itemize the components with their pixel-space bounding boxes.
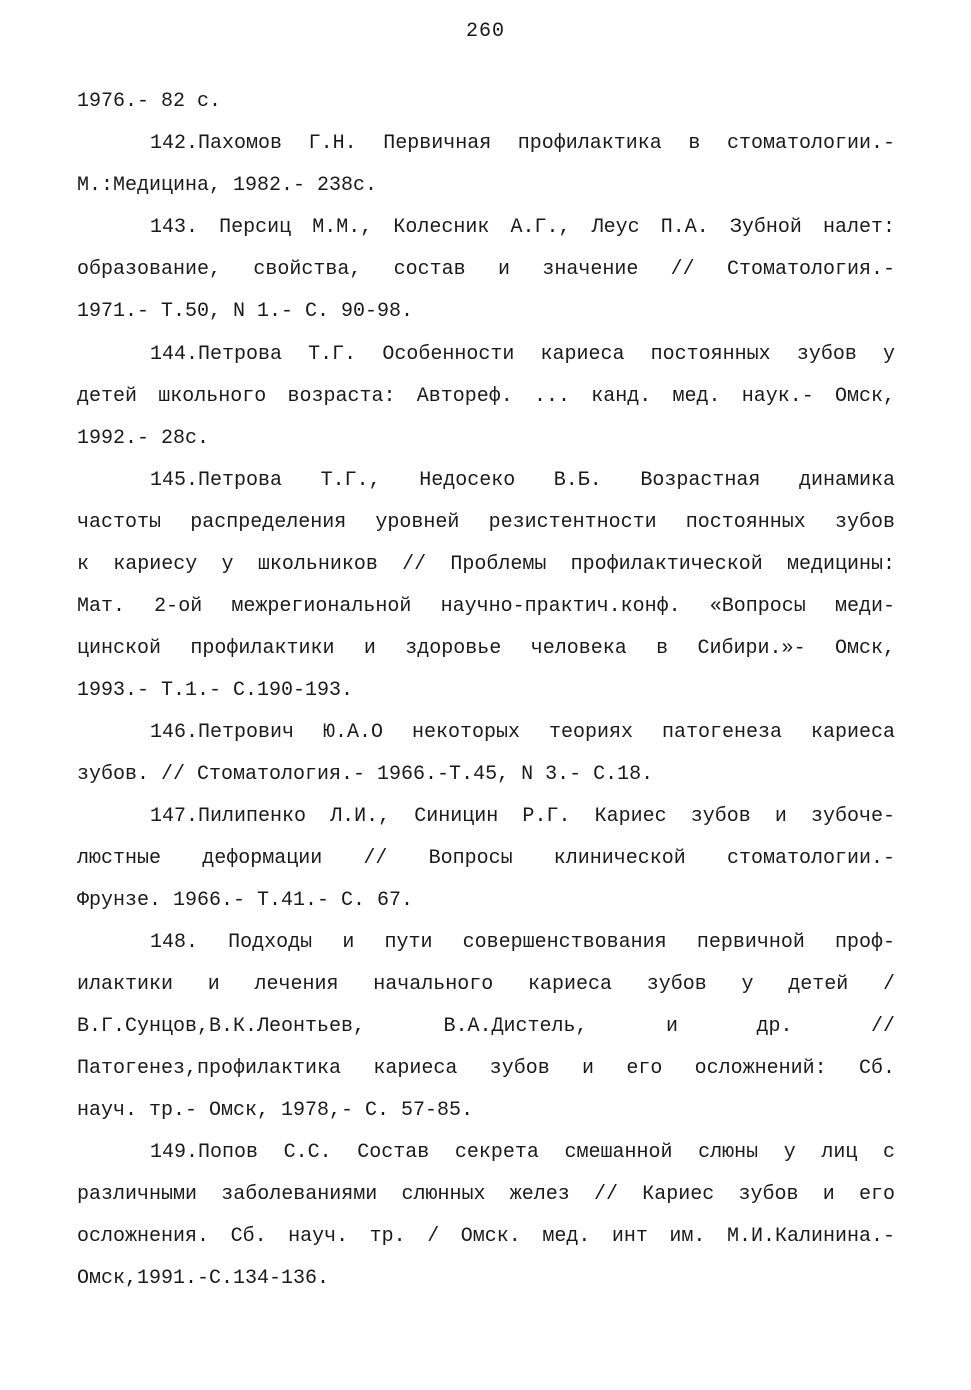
reference-149-line: 149.Попов С.С. Состав секрета смешанной слюны у лиц с bbox=[150, 1141, 895, 1164]
text-line: осложнения. Сб. науч. тр. / Омск. мед. инт им. М.И.Калинина.- bbox=[77, 1225, 895, 1248]
text-line: 1992.- 28с. bbox=[77, 427, 210, 450]
text-line: науч. тр.- Омск, 1978,- С. 57-85. bbox=[77, 1099, 474, 1122]
text-line: цинской профилактики и здоровье человека в Сибири.»- Омск, bbox=[77, 637, 895, 660]
text-line: к кариесу у школьников // Проблемы профилактической медицины: bbox=[77, 553, 895, 576]
text-line: детей школьного возраста: Автореф. ... канд. мед. наук.- Омск, bbox=[77, 385, 895, 408]
page-number: 260 bbox=[465, 20, 505, 43]
text-line: Омск,1991.-С.134-136. bbox=[77, 1267, 330, 1290]
reference-147-line: 147.Пилипенко Л.И., Синицин Р.Г. Кариес зубов и зубоче- bbox=[150, 805, 895, 828]
reference-144-line: 144.Петрова Т.Г. Особенности кариеса постоянных зубов у bbox=[150, 343, 895, 366]
text-line: частоты распределения уровней резистентности постоянных зубов bbox=[77, 511, 895, 534]
reference-145-line: 145.Петрова Т.Г., Недосеко В.Б. Возрастная динамика bbox=[150, 469, 895, 492]
text-line: илактики и лечения начального кариеса зубов у детей / bbox=[77, 973, 895, 996]
text-line: Мат. 2-ой межрегиональной научно-практич.конф. «Вопросы меди- bbox=[77, 595, 895, 618]
text-line: Фрунзе. 1966.- Т.41.- С. 67. bbox=[77, 889, 414, 912]
text-line: Патогенез,профилактика кариеса зубов и его осложнений: Сб. bbox=[77, 1057, 895, 1080]
text-line: 1971.- Т.50, N 1.- С. 90-98. bbox=[77, 300, 414, 323]
reference-143-line: 143. Персиц М.М., Колесник А.Г., Леус П.А. Зубной налет: bbox=[150, 216, 895, 239]
text-line: различными заболеваниями слюнных желез // Кариес зубов и его bbox=[77, 1183, 895, 1206]
reference-148-line: 148. Подходы и пути совершенствования первичной проф- bbox=[150, 931, 895, 954]
text-line: 1993.- Т.1.- С.190-193. bbox=[77, 679, 354, 702]
reference-146-line: 146.Петрович Ю.А.О некоторых теориях патогенеза кариеса bbox=[150, 721, 895, 744]
reference-142-line: 142.Пахомов Г.Н. Первичная профилактика в стоматологии.- bbox=[150, 132, 895, 155]
text-line: В.Г.Сунцов,В.К.Леонтьев, В.А.Дистель, и др. // bbox=[77, 1015, 895, 1038]
text-line: образование, свойства, состав и значение // Стоматология.- bbox=[77, 258, 895, 281]
text-line: М.:Медицина, 1982.- 238с. bbox=[77, 174, 378, 197]
text-line: 1976.- 82 с. bbox=[77, 90, 222, 113]
text-line: зубов. // Стоматология.- 1966.-Т.45, N 3.- С.18. bbox=[77, 763, 654, 786]
text-line: люстные деформации // Вопросы клинической стоматологии.- bbox=[77, 847, 895, 870]
